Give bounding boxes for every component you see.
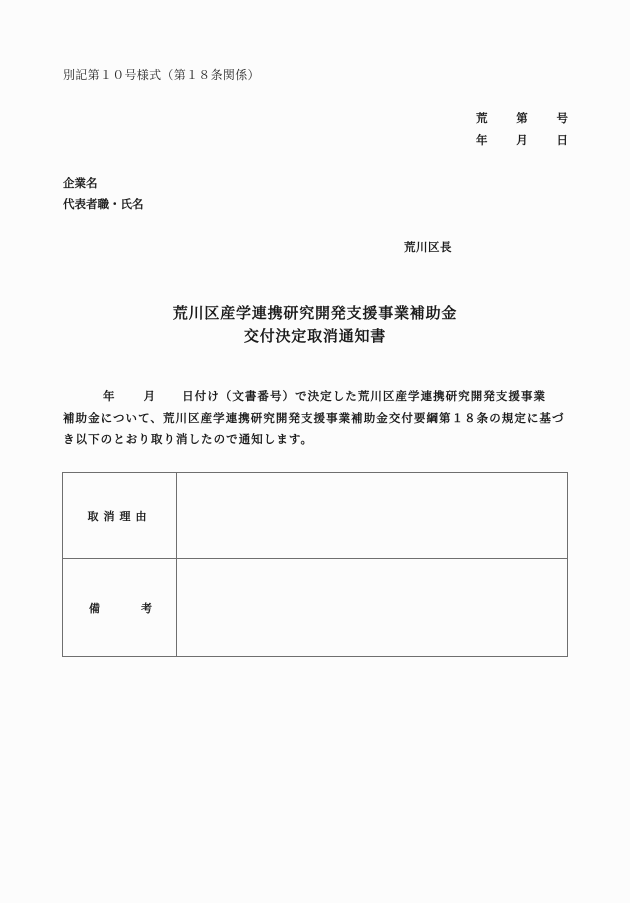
remarks-label-left: 備 xyxy=(89,601,100,615)
body-line-2: 補助金について、荒川区産学連携研究開発支援事業補助金交付要綱第１８条の規定に基づ xyxy=(63,410,565,425)
table-row-remarks xyxy=(63,559,568,657)
ref-go: 号 xyxy=(556,111,568,125)
cancellation-details-table xyxy=(62,472,568,657)
document-number-row xyxy=(476,110,568,126)
addressee-representative: 代表者職・氏名 xyxy=(63,197,144,211)
body-month: 月 xyxy=(143,389,157,403)
reason-label: 取消理由 xyxy=(87,509,152,523)
date-day: 日 xyxy=(556,133,568,147)
body-year: 年 xyxy=(103,389,116,403)
addressee-company: 企業名 xyxy=(63,176,98,190)
form-number-label: 別記第１０号様式（第１８条関係） xyxy=(63,68,260,82)
remarks-value-cell xyxy=(177,559,568,657)
remarks-label xyxy=(63,600,176,616)
reason-value-cell xyxy=(177,473,568,559)
document-title-line2: 交付決定取消通知書 xyxy=(243,327,387,345)
remarks-label-right: 考 xyxy=(141,601,152,615)
sender-name: 荒川区長 xyxy=(404,240,452,254)
body-line-3: き以下のとおり取り消したので通知します。 xyxy=(63,432,314,446)
table-row-reason xyxy=(63,473,568,559)
body-line-1 xyxy=(63,386,573,408)
document-date-row xyxy=(476,132,568,148)
reason-label-cell xyxy=(63,473,177,559)
body-line-1-text: 日付け（文書番号）で決定した荒川区産学連携研究開発支援事業 xyxy=(182,389,547,403)
ref-prefix: 荒 xyxy=(476,111,488,125)
date-year: 年 xyxy=(476,133,488,147)
remarks-label-cell xyxy=(63,559,177,657)
document-title-line1: 荒川区産学連携研究開発支援事業補助金 xyxy=(172,304,458,322)
ref-dai: 第 xyxy=(516,111,528,125)
date-month: 月 xyxy=(516,133,528,147)
